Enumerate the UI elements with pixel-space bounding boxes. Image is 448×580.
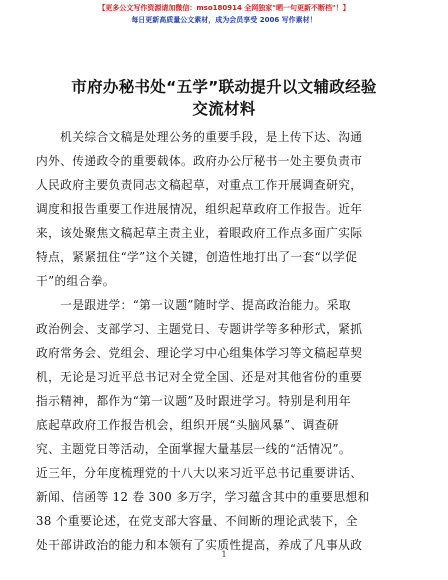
paragraph-line: 政府常务会、党组会、理论学习中心组集体学习等文稿起草契 [36, 346, 363, 360]
paragraph-line: 机，无论是习近平总书记对全党全国、还是对其他省份的重要 [36, 370, 363, 384]
paragraph-line: 一是跟进学：“第一议题”随时学、提高政治能力。采取 [36, 298, 351, 312]
paragraph-line: 底起草政府工作报告机会，组织开展“头脑风暴”、调查研 [36, 418, 339, 432]
paragraph-line: 来，该处聚焦文稿起草主责主业，着眼政府工作点多面广实际 [36, 226, 363, 240]
paragraph-line: 指示精神，都作为“第一议题”及时跟进学习。特别是利用年 [36, 394, 351, 408]
paragraph-line: 究、主题党日等活动，全面掌握大量基层一线的“活情况”。 [36, 442, 351, 456]
paragraph-line: 内外、传递政令的重要载体。政府办公厅秘书一处主要负责市 [36, 154, 363, 168]
document-title-line-2: 交流材料 [192, 100, 256, 118]
paragraph-line: 近三年，分年度梳理党的十八大以来习近平总书记重要讲话、 [36, 466, 363, 480]
paragraph-line: 机关综合文稿是处理公务的重要手段，是上传下达、沟通 [36, 130, 363, 144]
promo-banner-line-1: 【更多公文写作资源请加微信：mso180914 全网独家"晒一句更新不断档"！】 [98, 4, 350, 12]
promo-banner-line-2: 每日更新高质量公文素材，成为会员享受 2006 写作素材！ [131, 16, 317, 24]
paragraph-line: 特点，紧紧扭住“学”这个关键，创造性地打出了一套“以学促 [36, 250, 358, 264]
paragraph-line: 人民政府主要负责同志文稿起草，对重点工作开展调查研究， [36, 178, 363, 192]
paragraph-line: 处干部讲政治的能力和本领有了实质性提高，养成了凡事从政 [36, 538, 363, 552]
paragraph-line: 干”的组合拳。 [36, 274, 115, 288]
page-number: 1 [221, 550, 227, 559]
paragraph-line: 调度和报告重要工作进展情况，组织起草政府工作报告。近年 [36, 202, 363, 216]
paragraph-line: 新闻、信函等 12 卷 300 多万字，学习蕴含其中的重要思想和 [36, 490, 370, 504]
paragraph-line: 38 个重要论述，在党支部大容量、不间断的理论武装下，全 [36, 514, 358, 528]
paragraph-line: 政治例会、支部学习、主题党日、专题讲学等多种形式，紧抓 [36, 322, 363, 336]
document-title-line-1: 市府办秘书处“五学”联动提升以文辅政经验 [71, 78, 377, 96]
